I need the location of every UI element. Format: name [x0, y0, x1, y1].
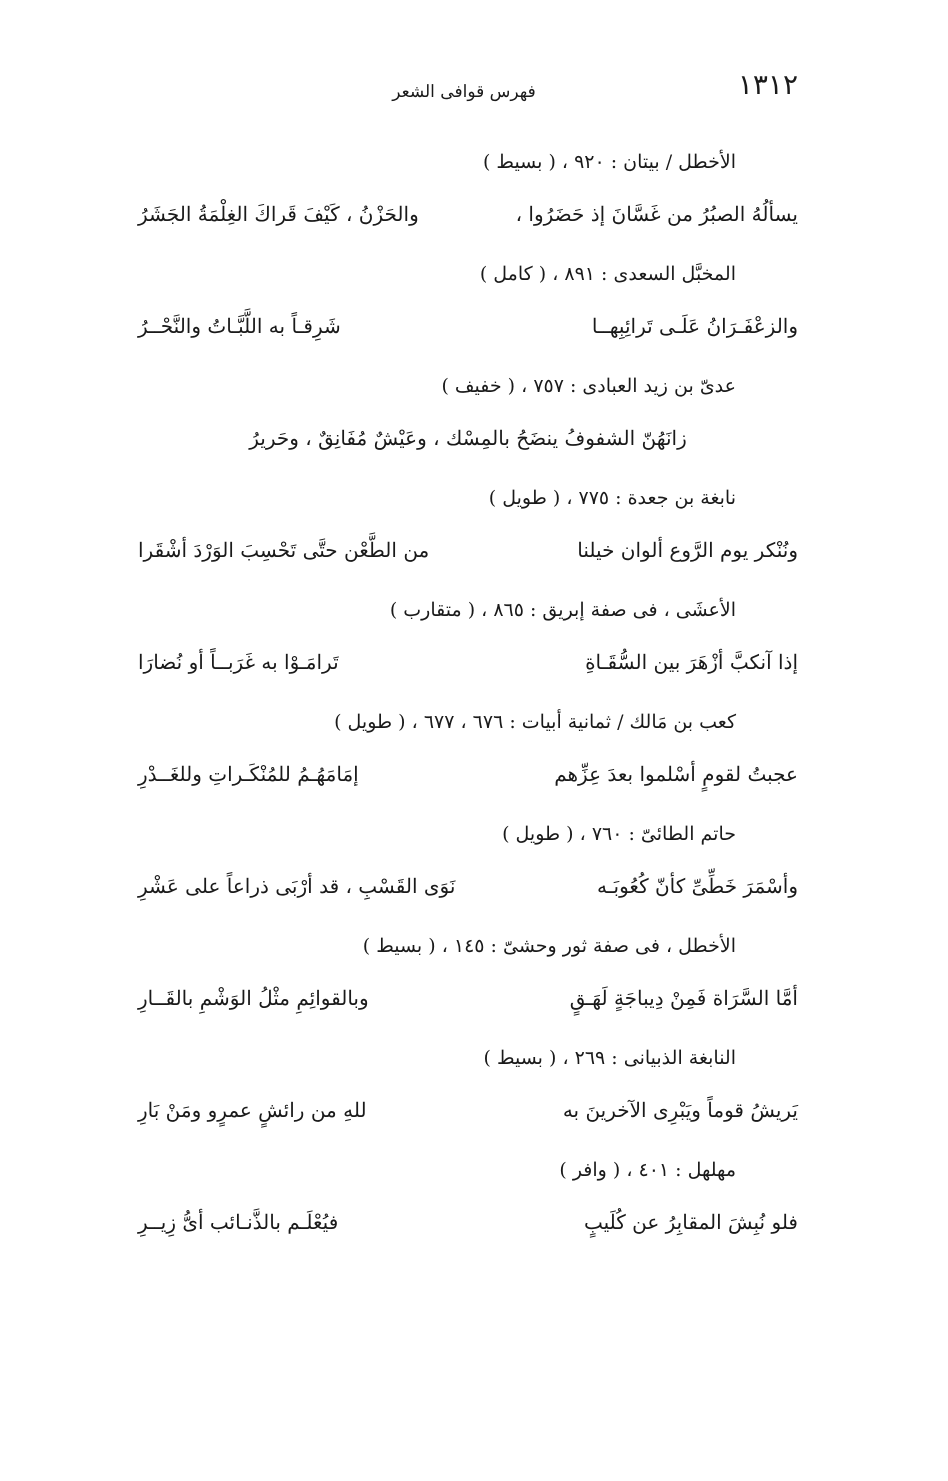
second-hemistich: والحَزْنُ ، كَيْفَ قَراكَ الغِلْمَةُ الجَشَرُ — [138, 202, 419, 226]
page-number: ١٣١٢ — [737, 68, 798, 101]
verse-line — [138, 968, 798, 1036]
verse-line — [138, 632, 798, 700]
verse-line — [138, 1192, 798, 1260]
first-hemistich: وأسْمَرَ خَطِّىِّ كأنّ كُعُوبَـه — [596, 874, 798, 898]
running-title: فهرس قوافى الشعر — [392, 82, 536, 102]
index-entry — [138, 812, 798, 924]
second-hemistich: إمَامَهُـمُ للمُنْكَـراتِ وللغَــدْرِ — [138, 762, 359, 786]
first-hemistich: إذا آنكبَّ أزْهَرَ بين السُّقَـاةِ — [585, 650, 798, 674]
index-entry — [138, 476, 798, 588]
first-hemistich: أمَّا السَّرَاة فَمِنْ دِيباجَةٍ لَهَـقٍ — [569, 986, 798, 1010]
poet-attribution: حاتم الطائىّ : ٧٦٠ ، ( طويل ) — [502, 823, 736, 845]
poet-attribution: المخبَّل السعدى : ٨٩١ ، ( كامل ) — [479, 263, 736, 285]
second-hemistich: للهِ من رائشٍ عمرٍو ومَنْ بَارِ — [138, 1098, 367, 1122]
poet-attribution: الأخطل / بيتان : ٩٢٠ ، ( بسيط ) — [482, 151, 736, 173]
poet-attribution: النابغة الذبيانى : ٢٦٩ ، ( بسيط ) — [483, 1047, 736, 1069]
first-hemistich: يَريشُ قوماً ويَبْرِى الآخرينَ به — [562, 1098, 798, 1122]
second-hemistich: نَوَى القَسْبِ ، قد أرْبَى ذراعاً على عَشْرِ — [138, 874, 456, 898]
verse-line — [138, 856, 798, 924]
index-entry — [138, 140, 798, 252]
index-entry — [138, 1148, 798, 1260]
index-entry — [138, 1036, 798, 1148]
verse-line — [138, 296, 798, 364]
second-hemistich: شَرِقـاً به اللَّبَّـاتُ والنَّحْــرُ — [138, 314, 341, 338]
poet-attribution: عدىّ بن زيد العبادى : ٧٥٧ ، ( خفيف ) — [441, 375, 736, 397]
index-entry — [138, 364, 798, 476]
second-hemistich: من الطَّعْن حتَّى تَحْسِبَ الوَرْدَ أشْقَرا — [138, 538, 430, 562]
first-hemistich: ونُنْكر يوم الرَّوع ألوان خيلنا — [577, 538, 798, 562]
rhyme-index — [138, 140, 798, 1260]
poet-attribution: نابغة بن جعدة : ٧٧٥ ، ( طويل ) — [488, 487, 736, 509]
verse-line — [138, 408, 798, 476]
first-hemistich: فلو نُبِشَ المقابِرُ عن كُلَيبٍ — [583, 1210, 798, 1234]
poet-attribution: كعب بن مَالك / ثمانية أبيات : ٦٧٦ ، ٦٧٧ ، ( طويل ) — [334, 711, 736, 733]
second-hemistich: تَرامَـوْا به غَرَبــاً أو نُضارَا — [138, 650, 339, 674]
index-entry — [138, 700, 798, 812]
second-hemistich: فيُعْلَـم بالذَّنـائب أىُّ زِيــرِ — [138, 1210, 339, 1234]
verse-line — [138, 744, 798, 812]
index-entry — [138, 252, 798, 364]
poet-attribution: الأخطل ، فى صفة ثور وحشىّ : ١٤٥ ، ( بسيط ) — [362, 935, 736, 957]
verse-line — [138, 1080, 798, 1148]
page-header — [130, 68, 798, 108]
first-hemistich: عجبتُ لقومٍ أسْلموا بعدَ عِزِّهم — [554, 762, 798, 786]
full-verse: زانَهُنّ الشفوفُ ينضَحُ بالمِسْك ، وعَيْشٌ مُفَانِقٌ ، وحَريرُ — [249, 426, 687, 450]
first-hemistich: يسألُهُ الصبُرُ من غَسَّانَ إذ حَضَرُوا ، — [515, 202, 798, 226]
second-hemistich: وبالقوائِمِ مثْلُ الوَشْمِ بالقَــارِ — [138, 986, 369, 1010]
poet-attribution: الأعشَى ، فى صفة إبريق : ٨٦٥ ، ( متقارب ) — [389, 599, 736, 621]
verse-line — [138, 520, 798, 588]
poet-attribution: مهلهل : ٤٠١ ، ( وافر ) — [559, 1159, 736, 1181]
verse-line — [138, 184, 798, 252]
index-entry — [138, 588, 798, 700]
index-entry — [138, 924, 798, 1036]
first-hemistich: والزعْفَـرَانُ عَلَـى تَرائِبِهــا — [591, 314, 798, 338]
